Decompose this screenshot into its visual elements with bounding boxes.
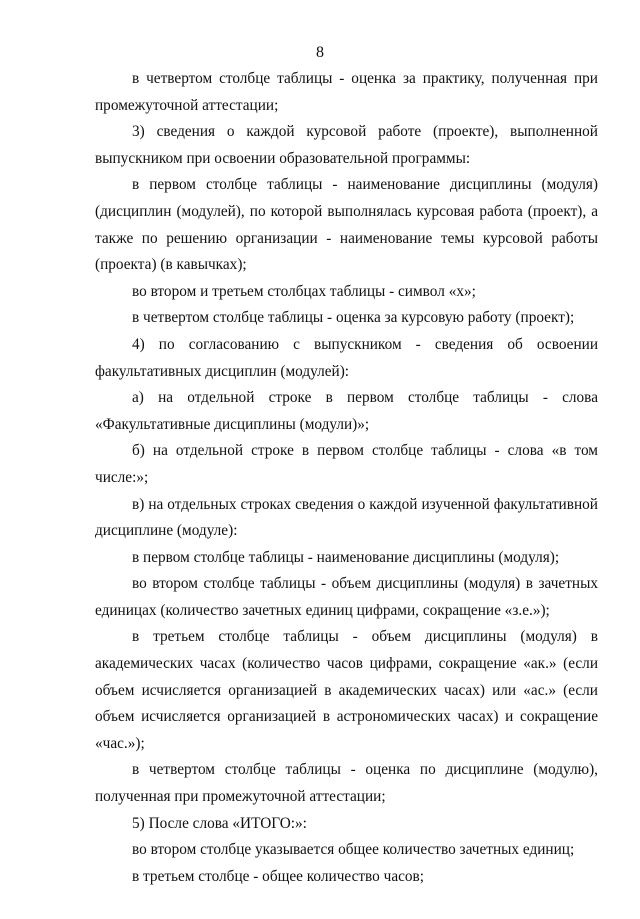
paragraph: во втором столбце указывается общее количество зачетных единиц; (132, 841, 575, 859)
paragraph: в четвертом столбце таблицы - оценка по дисциплине (модулю), полученная при промежуточной аттестации; (95, 761, 598, 806)
paragraph: в третьем столбце - общее количество часов; (132, 867, 425, 885)
paragraph: 4) по согласованию с выпускником - сведения об освоении факультативных дисциплин (модулей): (95, 335, 598, 380)
paragraph: 3) сведения о каждой курсовой работе (проекте), выполненной выпускником при освоении образовательной программы: (95, 123, 598, 167)
paragraph: в третьем столбце таблицы - объем дисциплины (модуля) в академических часах (количество часов цифрами, сокращение «ак.» (если объем исчисляется организацией в академических часах) или «ас.» (если объем исчисляется организацией в астрономических часах) и сокращение «час.»); (95, 628, 598, 752)
paragraph: во втором и третьем столбцах таблицы - символ «х»; (132, 282, 476, 300)
paragraph: в четвертом столбце таблицы - оценка за курсовую работу (проект); (132, 309, 575, 327)
paragraph: в первом столбце таблицы - наименование дисциплины (модуля) (дисциплин (модулей), по которой выполнялась курсовая работа (проект), а также по решению организации - наименование темы курсовой работы (проекта) (в кавычках); (95, 176, 598, 274)
paragraph: б) на отдельной строке в первом столбце таблицы - слова «в том числе:»; (95, 442, 598, 486)
paragraph: в четвертом столбце таблицы - оценка за практику, полученная при промежуточной аттестации; (95, 70, 598, 114)
paragraph: а) на отдельной строке в первом столбце таблицы - слова «Факультативные дисциплины (модули)»; (95, 389, 598, 433)
page-number: 8 (316, 44, 324, 61)
paragraph: в первом столбце таблицы - наименование дисциплины (модуля); (132, 548, 560, 566)
paragraph: во втором столбце таблицы - объем дисциплины (модуля) в зачетных единицах (количество зачетных единиц цифрами, сокращение «з.е.»); (95, 575, 598, 619)
paragraph: 5) После слова «ИТОГО:»: (132, 814, 307, 832)
document-body (95, 66, 598, 890)
paragraph: в) на отдельных строках сведения о каждой изученной факультативной дисциплине (модуле): (95, 495, 598, 540)
